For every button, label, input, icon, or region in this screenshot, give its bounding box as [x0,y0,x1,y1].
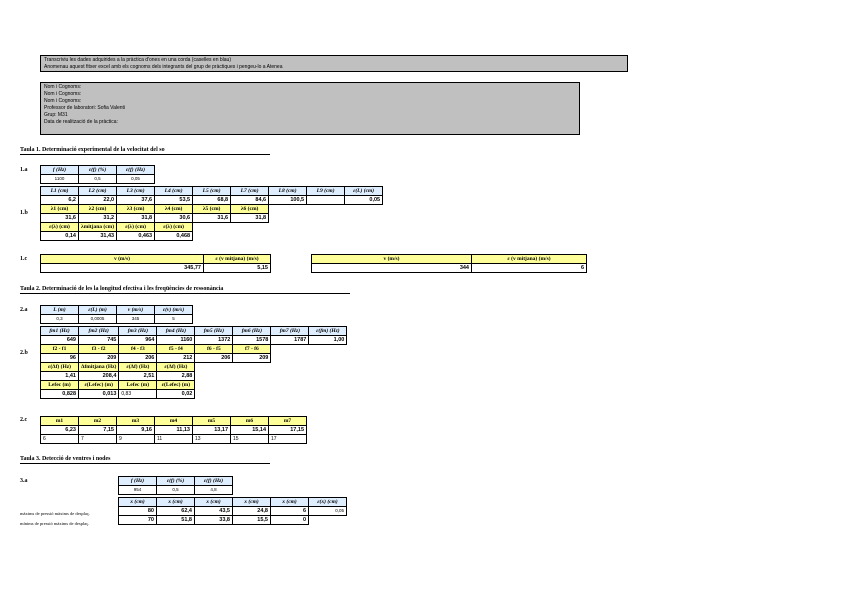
value-cell: 0,14 [41,232,79,241]
header-cell: fm6 (Hz) [233,327,271,336]
row-label-max-pressure: màxims de pressió màxims de desplaç. [20,511,90,516]
instructions-box [40,55,628,72]
table1-title: Taula 1. Determinació experimental de la velocitat del so [20,146,270,155]
header-cell: ε(λ) (cm) [41,223,79,232]
value-cell[interactable]: 43,5 [195,507,233,516]
header-cell: ε(f) (%) [79,166,117,175]
header-cell: ε(Lefec) (m) [79,381,119,390]
value-cell: 0,83 [119,390,157,399]
header-cell: L4 (cm) [155,187,193,196]
name-field-1[interactable]: Nom i Cognoms: [44,84,82,90]
header-cell: f4 - f3 [119,345,157,354]
header-cell: fm2 (Hz) [79,327,119,336]
value-cell: 344 [312,264,472,273]
value-cell: 5,15 [204,264,271,273]
header-cell: f5 - f4 [157,345,195,354]
value-cell: 11,13 [155,426,193,435]
header-cell: x (cm) [195,498,233,507]
value-cell: 2,88 [157,372,195,381]
value-cell: 206 [195,354,233,363]
value-cell: 96 [41,354,79,363]
header-cell: ε(Δf) (Hz) [119,363,157,372]
header-cell: m3 [117,417,155,426]
value-cell[interactable]: 70 [119,516,157,525]
value-cell: 209 [233,354,271,363]
value-cell[interactable]: 84,6 [231,196,269,205]
header-cell: f2 - f1 [41,345,79,354]
value-cell: 7 [79,435,117,444]
header-cell: ε(fm) (Hz) [309,327,347,336]
header-cell: Δfmitjana (Hz) [79,363,119,372]
group-field[interactable]: Grup: M31 [44,112,68,118]
header-cell: m4 [155,417,193,426]
value-cell: 11 [155,435,193,444]
header-cell: fm3 (Hz) [119,327,157,336]
table3-frequency [118,476,233,495]
header-cell: ε (v mitjana) (m/s) [204,255,271,264]
header-cell: λ3 (cm) [117,205,155,214]
header-cell: m6 [231,417,269,426]
header-cell: ε(λ) (cm) [155,223,193,232]
value-cell: 31,6 [193,214,231,223]
value-cell[interactable]: 1787 [271,336,309,345]
value-cell[interactable]: 964 [119,336,157,345]
row-label-2c: 2.c [20,417,28,423]
table1-lengths [40,186,383,241]
value-cell[interactable]: 6 [271,507,309,516]
value-cell: 15,14 [231,426,269,435]
header-cell: ε(f) (%) [157,477,195,486]
header-cell: f6 - f5 [195,345,233,354]
header-cell: Lefec (m) [41,381,79,390]
name-field-2[interactable]: Nom i Cognoms: [44,91,82,97]
header-cell: λmitjana (cm) [79,223,117,232]
value-cell[interactable]: 15,5 [233,516,271,525]
header-cell: f (Hz) [119,477,157,486]
table2-modes [40,416,307,444]
value-cell[interactable]: 345 [117,315,155,324]
header-cell: x (cm) [157,498,195,507]
value-cell: 0,463 [117,232,155,241]
value-cell[interactable]: 6,2 [41,196,79,205]
value-cell[interactable]: 0 [271,516,309,525]
header-cell: ε(λ) (cm) [117,223,155,232]
teacher-field[interactable]: Professor de laboratori: Sofia Valenti [44,105,126,111]
table2-frequencies [40,326,347,399]
row-label-1c: 1.c [20,256,28,262]
value-cell: 6 [472,264,587,273]
header-cell: f3 - f2 [79,345,119,354]
value-cell: 0,468 [155,232,193,241]
instructions-line-1: Transcriviu les dades adquirides a la pràctica d'ones en una corda (caselles en blau) [44,57,231,63]
value-cell: 15 [231,435,269,444]
value-cell[interactable]: 0,3 [41,315,79,324]
table2-parameters [40,305,193,324]
value-cell: 13,17 [193,426,231,435]
header-cell: ε(v) (m/s) [155,306,193,315]
header-cell: v (m/s) [117,306,155,315]
header-cell: x (cm) [119,498,157,507]
header-cell: v (m/s) [41,255,204,264]
header-cell: fm5 (Hz) [195,327,233,336]
student-info-box [40,82,580,135]
value-cell[interactable]: 33,8 [195,516,233,525]
value-cell: 1,41 [41,372,79,381]
value-cell: 31,43 [79,232,117,241]
value-cell: 9 [117,435,155,444]
row-label-1b: 1.b [20,210,28,216]
header-cell: v (m/s) [312,255,472,264]
header-cell: fm4 (Hz) [157,327,195,336]
value-cell: 209 [79,354,119,363]
header-cell: L1 (cm) [41,187,79,196]
header-cell: λ2 (cm) [79,205,117,214]
header-cell: λ6 (cm) [231,205,269,214]
value-cell[interactable]: 1,00 [309,336,347,345]
header-cell: L7 (cm) [231,187,269,196]
value-cell[interactable]: 649 [41,336,79,345]
value-cell: 31,6 [41,214,79,223]
value-cell[interactable]: 1578 [233,336,271,345]
header-cell: fm1 (Hz) [41,327,79,336]
value-cell: 31,8 [231,214,269,223]
header-cell: fm7 (Hz) [271,327,309,336]
table2-title: Taula 2. Determinació de les la longitud efectiva i les freqüències de ressonància [20,285,350,294]
value-cell: 0,828 [41,390,79,399]
instructions-line-2: Anomenau aquest fitxer excel amb els cognoms dels integrants del grup de pràctiques i pengeu-lo a Atenea [44,64,283,70]
value-cell: 31,8 [117,214,155,223]
value-cell: 2,51 [119,372,157,381]
value-cell[interactable]: 80 [119,507,157,516]
value-cell: 13 [193,435,231,444]
header-cell: L5 (cm) [193,187,231,196]
value-cell[interactable]: 5 [155,315,193,324]
table3-title: Taula 3. Detecció de ventres i nodes [20,455,270,464]
header-cell: ε(Δf) (Hz) [157,363,195,372]
value-cell[interactable]: 0,5 [157,486,195,495]
value-cell[interactable]: 4,8 [195,486,233,495]
header-cell: m7 [269,417,307,426]
date-field[interactable]: Data de realització de la pràctica: [44,119,118,125]
value-cell[interactable] [307,196,345,205]
header-cell: L8 (cm) [269,187,307,196]
value-cell: 17 [269,435,307,444]
value-cell[interactable]: 1160 [157,336,195,345]
value-cell[interactable]: 62,4 [157,507,195,516]
value-cell[interactable]: 954 [119,486,157,495]
header-cell: λ1 (cm) [41,205,79,214]
name-field-3[interactable]: Nom i Cognoms: [44,98,82,104]
header-cell: m1 [41,417,79,426]
header-cell: L9 (cm) [307,187,345,196]
header-cell: ε(L) (cm) [345,187,383,196]
value-cell: 6 [41,435,79,444]
value-cell: 208,4 [79,372,119,381]
value-cell[interactable]: 0,05 [309,507,347,516]
header-cell: ε(Δf) (Hz) [41,363,79,372]
row-label-2a: 2.a [20,307,28,313]
table1-frequency [40,165,155,184]
header-cell: λ5 (cm) [193,205,231,214]
row-label-3a: 3.a [20,478,28,484]
value-cell: 0,02 [157,390,195,399]
header-cell: λ4 (cm) [155,205,193,214]
table3-positions [118,497,347,525]
row-label-2b: 2.b [20,350,28,356]
value-cell: 206 [119,354,157,363]
value-cell: 345,77 [41,264,204,273]
value-cell: 6,23 [41,426,79,435]
value-cell[interactable]: 68,8 [193,196,231,205]
value-cell: 212 [157,354,195,363]
table1-speed [40,254,271,273]
value-cell[interactable]: 37,6 [117,196,155,205]
value-cell[interactable]: 0,0005 [79,315,117,324]
value-cell: 30,6 [155,214,193,223]
value-cell: 0,013 [79,390,119,399]
row-label-1a: 1.a [20,167,28,173]
header-cell: L3 (cm) [117,187,155,196]
value-cell[interactable]: 1100 [41,175,79,184]
header-cell: m5 [193,417,231,426]
value-cell: 17,15 [269,426,307,435]
value-cell[interactable]: 53,5 [155,196,193,205]
header-cell: L2 (cm) [79,187,117,196]
value-cell: 9,16 [117,426,155,435]
header-cell: ε(f) (Hz) [195,477,233,486]
header-cell: ε(f) (Hz) [117,166,155,175]
value-cell: 7,15 [79,426,117,435]
value-cell[interactable]: 0,05 [117,175,155,184]
header-cell: ε (v mitjana) (m/s) [472,255,587,264]
value-cell: 31,2 [79,214,117,223]
header-cell: Lefec (m) [119,381,157,390]
header-cell: m2 [79,417,117,426]
value-cell[interactable]: 745 [79,336,119,345]
value-cell[interactable]: 0,5 [79,175,117,184]
table1-speed-reference [311,254,587,273]
header-cell: ε(L) (m) [79,306,117,315]
value-cell[interactable]: 51,8 [157,516,195,525]
value-cell[interactable]: 100,5 [269,196,307,205]
header-cell: ε(Lefec) (m) [157,381,195,390]
value-cell[interactable]: 24,8 [233,507,271,516]
header-cell: f7 - f6 [233,345,271,354]
header-cell: L (m) [41,306,79,315]
value-cell[interactable]: 22,0 [79,196,117,205]
header-cell: x (cm) [233,498,271,507]
value-cell[interactable]: 0,05 [345,196,383,205]
value-cell[interactable]: 1372 [195,336,233,345]
header-cell: f (Hz) [41,166,79,175]
row-label-min-pressure: mínims de pressió màxims de desplaç. [20,521,90,526]
header-cell: ε(x) (cm) [309,498,347,507]
header-cell: x (cm) [271,498,309,507]
